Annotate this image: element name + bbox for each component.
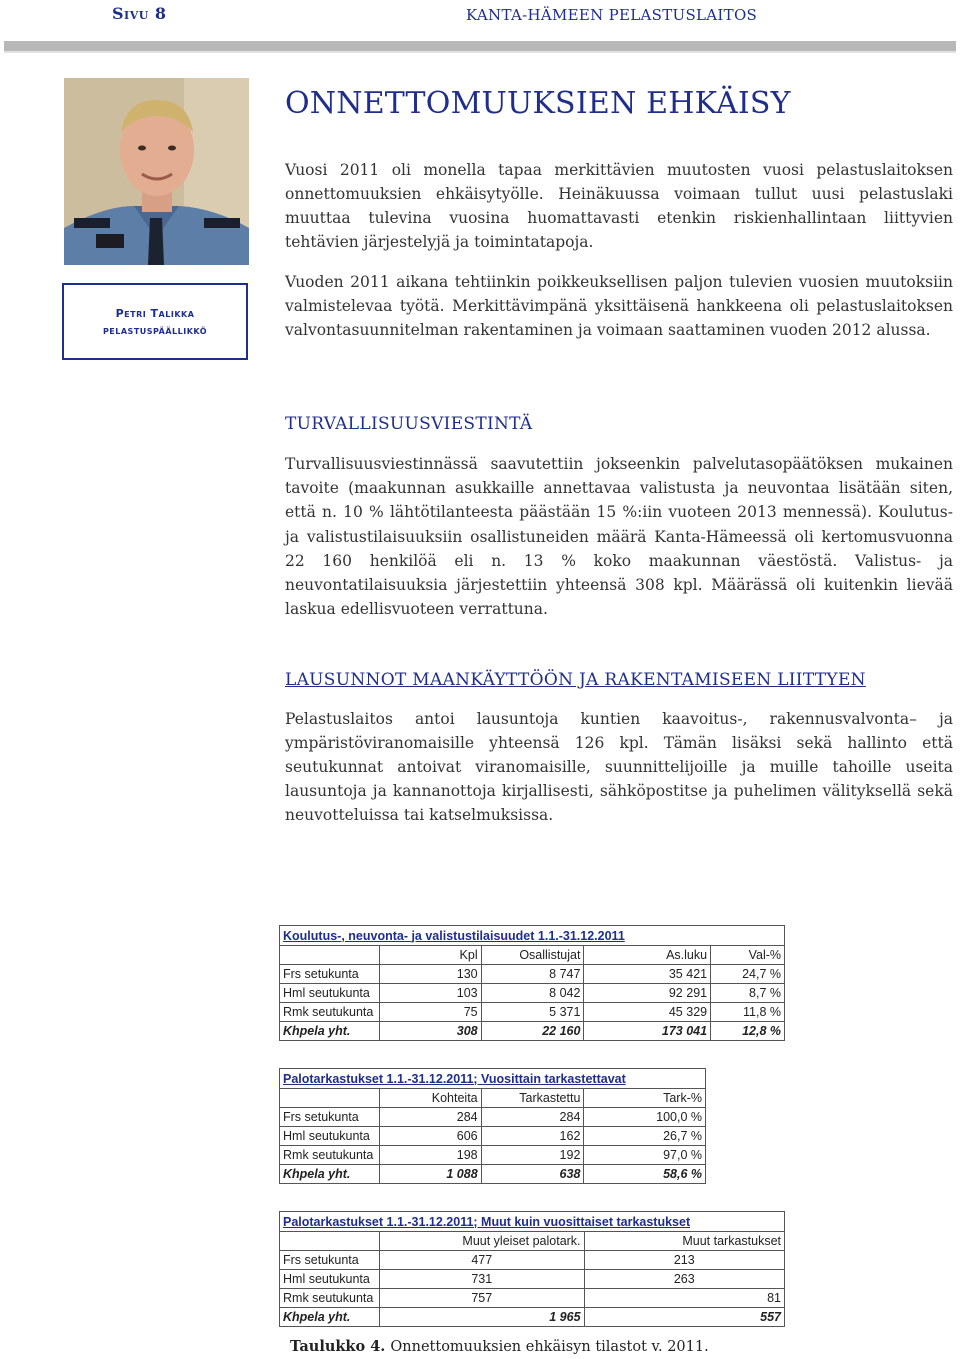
table3-caption: Palotarkastukset 1.1.-31.12.2011; Muut kuin vuosittaiset tarkastukset [280,1212,785,1232]
table-cell: Frs setukunta [280,1251,380,1270]
table-row [280,1146,706,1165]
table-cell: 100,0 % [584,1108,706,1127]
table-cell: 477 [379,1251,584,1270]
table-cell: Frs setukunta [280,965,380,984]
portrait-photo [64,78,249,265]
intro-paragraph: Vuosi 2011 oli monella tapaa merkittävien muutosten vuosi pelastuslaitoksen onnettomuuksien ehkäisytyölle. Heinäkuussa voimaan tullut uusi pelastuslaki muuttaa tulevina vuosina huomattavasti etenkin riskienhallintaan liittyvien tehtävien järjestelyjä ja toimintatapoja. [285,161,953,251]
second-paragraph: Vuoden 2011 aikana tehtiinkin poikkeuksellisen paljon tulevien vuosien muutoksiin valmistelevaa työtä. Merkittävimpänä yksittäisenä hankkeena oli pelastuslaitoksen valvontasuunnitelman rakentaminen ja voimaan saattaminen vuoden 2012 alussa. [285,273,953,339]
table-cell: 130 [379,965,481,984]
table1-caption: Koulutus-, neuvonta- ja valistustilaisuudet 1.1.-31.12.2011 [280,926,785,946]
table-row [280,965,785,984]
table-cell: Khpela yht. [280,1165,380,1184]
table-caption [290,1338,709,1355]
table-row [280,1127,706,1146]
table2-header: Tarkastettu [481,1089,584,1108]
header-rule-shadow [4,51,956,53]
table1-header: Kpl [379,946,481,965]
table-cell: 11,8 % [711,1003,785,1022]
table-cell: 731 [379,1270,584,1289]
table-cell: 97,0 % [584,1146,706,1165]
safety-communication-paragraph: Turvallisuusviestinnässä saavutettiin jokseenkin palvelutasopäätöksen mukainen tavoite (maakunnan asukkaille annettavaa valistusta ja neuvontaa lisätään siten, että n. 10 % lähtötilanteesta päästään 15 %:iin vuoteen 2013 mennessä). Koulutus- ja valistustilaisuuksiin osallistuneiden määrä Kanta-Hämeessä oli kertomusvuonna 22 160 henkilöä eli n. 13 % koko maakunnan väestöstä. Valistus- ja neuvontatilaisuuksia järjestettiin yhteensä 308 kpl. Määrässä oli kuitenkin lievää laskua edellisvuoteen verrattuna. [285,455,953,619]
table-cell: 308 [379,1022,481,1041]
table-cell: 35 421 [584,965,711,984]
table-cell: 22 160 [481,1022,584,1041]
table1-header: Osallistujat [481,946,584,965]
table-cell: Frs setukunta [280,1108,380,1127]
table-cell: 263 [584,1270,784,1289]
table-cell: 638 [481,1165,584,1184]
table3-header: Muut yleiset palotark. [379,1232,584,1251]
table-total-row [280,1308,785,1327]
table-cell: 26,7 % [584,1127,706,1146]
page-number: Sivu 8 [112,4,167,23]
table-cell: 75 [379,1003,481,1022]
table-annual-inspections [279,1068,706,1184]
table-cell: 8,7 % [711,984,785,1003]
table-cell: Khpela yht. [280,1308,380,1327]
table1-header: Val-% [711,946,785,965]
table-cell: 103 [379,984,481,1003]
table-cell: 8 747 [481,965,584,984]
profile-name: Petri Talikka [115,306,195,320]
profile-caption [62,283,248,360]
table-row [280,1289,785,1308]
table-cell: 757 [379,1289,584,1308]
table-cell: 284 [481,1108,584,1127]
table-total-row [280,1022,785,1041]
table-other-inspections [279,1211,785,1327]
table-cell: 8 042 [481,984,584,1003]
table-row [280,1270,785,1289]
table-cell: Khpela yht. [280,1022,380,1041]
table2-corner [280,1089,380,1108]
table1-corner [280,946,380,965]
header-rule [4,41,956,51]
table-cell: 1 088 [379,1165,481,1184]
table-total-row [280,1165,706,1184]
table-cell: 557 [584,1308,784,1327]
table-cell: 12,8 % [711,1022,785,1041]
table-cell: 192 [481,1146,584,1165]
table-cell: 173 041 [584,1022,711,1041]
table2-header: Kohteita [379,1089,481,1108]
section-title-safety-communication: TURVALLISUUSVIESTINTÄ [285,414,533,434]
table-cell: 58,6 % [584,1165,706,1184]
table-cell: 1 965 [379,1308,584,1327]
table-cell: Hml seutukunta [280,1270,380,1289]
table-cell: 284 [379,1108,481,1127]
table-caption-text: Onnettomuuksien ehkäisyn tilastot v. 2011. [390,1339,709,1355]
page-title: ONNETTOMUUKSIEN EHKÄISY [285,86,791,121]
table2-caption: Palotarkastukset 1.1.-31.12.2011; Vuosittain tarkastettavat [280,1069,706,1089]
table-cell: 45 329 [584,1003,711,1022]
section-title-statements: LAUSUNNOT MAANKÄYTTÖÖN JA RAKENTAMISEEN LIITTYEN [285,670,866,690]
table-row [280,1108,706,1127]
table-cell: 213 [584,1251,784,1270]
table-cell: Hml seutukunta [280,1127,380,1146]
table-cell: 81 [584,1289,784,1308]
table-training-events [279,925,785,1041]
table-cell: 606 [379,1127,481,1146]
table-cell: Hml seutukunta [280,984,380,1003]
table3-header: Muut tarkastukset [584,1232,784,1251]
statements-paragraph: Pelastuslaitos antoi lausuntoja kuntien kaavoitus-, rakennusvalvonta– ja ympäristöviranomaisille yhteensä 126 kpl. Tämän lisäksi sekä hallinto että seutukunnat antoivat viranomaisille, suunnittelijoille ja muille tahoille useita lausuntoja ja kannanottoja kirjallisesti, sähköpostitse ja puhelimen välityksellä sekä neuvotteluissa tai katselmuksissa. [285,710,953,824]
table-cell: 162 [481,1127,584,1146]
table1-header: As.luku [584,946,711,965]
table-cell: Rmk seutukunta [280,1003,380,1022]
table-cell: 24,7 % [711,965,785,984]
organization-name: KANTA-HÄMEEN PELASTUSLAITOS [466,6,758,24]
table-cell: 198 [379,1146,481,1165]
table-cell: 5 371 [481,1003,584,1022]
table-cell: Rmk seutukunta [280,1289,380,1308]
table-row [280,984,785,1003]
table-cell: 92 291 [584,984,711,1003]
table3-corner [280,1232,380,1251]
profile-role: pelastuspäällikkö [102,323,208,337]
table-row [280,1003,785,1022]
table-row [280,1251,785,1270]
table2-header: Tark-% [584,1089,706,1108]
table-caption-label: Taulukko 4. [290,1338,386,1355]
table-cell: Rmk seutukunta [280,1146,380,1165]
